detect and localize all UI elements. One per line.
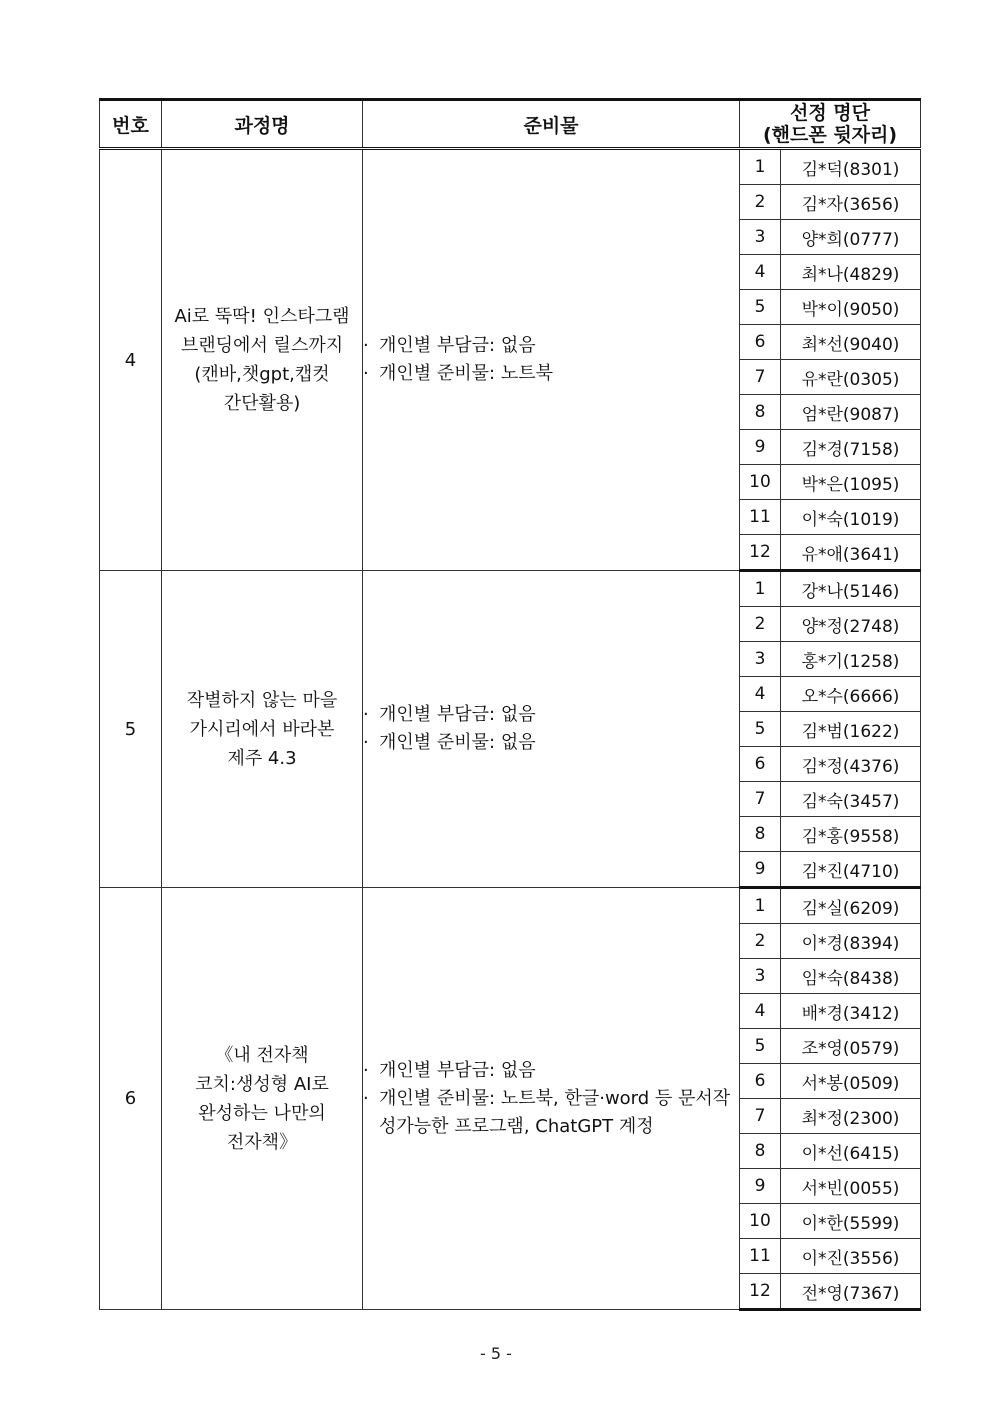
selected-index: 10	[740, 465, 781, 500]
bullet-icon: ·	[363, 732, 369, 753]
table-row	[100, 571, 921, 607]
course-number: 5	[100, 571, 162, 888]
table-row	[100, 149, 921, 185]
selected-index: 3	[740, 220, 781, 255]
selected-index: 4	[740, 994, 781, 1029]
selected-index: 7	[740, 782, 781, 817]
selected-name: 양*정(2748)	[781, 607, 921, 642]
course-name	[162, 149, 363, 571]
prep-item-text: 개인별 부담금: 없음	[379, 335, 536, 356]
selected-name: 유*란(0305)	[781, 360, 921, 395]
selected-name: 홍*기(1258)	[781, 642, 921, 677]
selected-index: 3	[740, 959, 781, 994]
selected-index: 11	[740, 1239, 781, 1274]
selected-index: 7	[740, 1099, 781, 1134]
course-name-line: Ai로 뚝딱! 인스타그램	[174, 306, 350, 327]
prep-item-text: 개인별 부담금: 없음	[379, 704, 536, 725]
course-name-line: 브랜딩에서 릴스까지	[180, 335, 344, 356]
prep-item-text: 개인별 준비물: 노트북	[379, 363, 553, 384]
page-number: - 5 -	[480, 1344, 512, 1363]
selected-name: 이*숙(1019)	[781, 500, 921, 535]
selected-name: 이*경(8394)	[781, 924, 921, 959]
selected-index: 8	[740, 817, 781, 852]
selected-name: 전*영(7367)	[781, 1274, 921, 1310]
table-row	[100, 888, 921, 924]
course-name-line: 제주 4.3	[227, 747, 297, 769]
selected-index: 1	[740, 571, 781, 607]
header-selection	[740, 100, 921, 149]
header-course: 과정명	[162, 100, 363, 149]
bullet-icon: ·	[363, 335, 369, 356]
header-selection-line2: (핸드폰 뒷자리)	[762, 124, 898, 146]
selected-index: 2	[740, 607, 781, 642]
selected-name: 박*이(9050)	[781, 290, 921, 325]
prep-item	[363, 701, 739, 729]
selected-name: 서*빈(0055)	[781, 1169, 921, 1204]
prep-item-text: 개인별 준비물: 노트북, 한글·word 등 문서작성가능한 프로그램, ChatGPT 계정	[379, 1087, 731, 1137]
prep-item-text: 개인별 준비물: 없음	[379, 732, 536, 753]
course-name-line: 작별하지 않는 마을	[186, 689, 338, 711]
prep-item	[363, 360, 739, 388]
bullet-icon: ·	[363, 1087, 369, 1109]
selected-index: 2	[740, 185, 781, 220]
header-prep: 준비물	[363, 100, 740, 149]
selected-index: 4	[740, 677, 781, 712]
prep-items	[363, 571, 740, 888]
selected-name: 이*한(5599)	[781, 1204, 921, 1239]
selected-name: 김*진(4710)	[781, 852, 921, 888]
course-name-line: 간단활용)	[223, 393, 301, 414]
selected-index: 7	[740, 360, 781, 395]
header-number: 번호	[100, 100, 162, 149]
course-name-line: 《내 전자책	[215, 1044, 309, 1066]
selected-name: 최*선(9040)	[781, 325, 921, 360]
selected-index: 12	[740, 535, 781, 571]
bullet-icon: ·	[363, 1059, 369, 1081]
selected-index: 12	[740, 1274, 781, 1310]
selected-index: 6	[740, 325, 781, 360]
selected-index: 9	[740, 1169, 781, 1204]
header-selection-line1: 선정 명단	[789, 102, 871, 124]
selected-index: 8	[740, 395, 781, 430]
selected-name: 김*자(3656)	[781, 185, 921, 220]
selected-index: 6	[740, 1064, 781, 1099]
table-body	[100, 149, 921, 1310]
selected-name: 김*홍(9558)	[781, 817, 921, 852]
selected-name: 강*나(5146)	[781, 571, 921, 607]
selected-name: 조*영(0579)	[781, 1029, 921, 1064]
selected-index: 3	[740, 642, 781, 677]
selected-index: 4	[740, 255, 781, 290]
selected-name: 김*범(1622)	[781, 712, 921, 747]
course-name-line: 완성하는 나만의	[198, 1102, 326, 1124]
selection-table	[99, 98, 921, 1311]
selected-name: 김*정(4376)	[781, 747, 921, 782]
prep-item	[363, 729, 739, 757]
prep-items	[363, 888, 740, 1310]
selected-name: 배*경(3412)	[781, 994, 921, 1029]
course-name-line: 가시리에서 바라본	[189, 718, 335, 740]
selected-index: 5	[740, 712, 781, 747]
bullet-icon: ·	[363, 704, 369, 725]
selected-name: 최*정(2300)	[781, 1099, 921, 1134]
selected-name: 엄*란(9087)	[781, 395, 921, 430]
course-name-line: 전자책》	[226, 1131, 298, 1153]
course-number: 4	[100, 149, 162, 571]
selected-name: 김*경(7158)	[781, 430, 921, 465]
prep-items	[363, 149, 740, 571]
bullet-icon: ·	[363, 363, 369, 384]
header-row	[100, 100, 921, 149]
selected-name: 양*희(0777)	[781, 220, 921, 255]
selected-index: 5	[740, 1029, 781, 1064]
selected-name: 이*선(6415)	[781, 1134, 921, 1169]
selected-index: 1	[740, 888, 781, 924]
selected-name: 박*은(1095)	[781, 465, 921, 500]
course-number: 6	[100, 888, 162, 1310]
selected-index: 9	[740, 430, 781, 465]
prep-item	[363, 1085, 739, 1141]
selected-index: 9	[740, 852, 781, 888]
prep-item	[363, 1057, 739, 1085]
selected-index: 2	[740, 924, 781, 959]
course-name	[162, 571, 363, 888]
prep-item-text: 개인별 부담금: 없음	[379, 1059, 536, 1081]
selected-index: 6	[740, 747, 781, 782]
selected-name: 김*실(6209)	[781, 888, 921, 924]
course-name	[162, 888, 363, 1310]
selected-index: 10	[740, 1204, 781, 1239]
selected-index: 11	[740, 500, 781, 535]
selected-name: 임*숙(8438)	[781, 959, 921, 994]
prep-item	[363, 332, 739, 360]
selected-name: 서*봉(0509)	[781, 1064, 921, 1099]
selected-name: 김*덕(8301)	[781, 149, 921, 185]
selected-name: 유*애(3641)	[781, 535, 921, 571]
course-name-line: 코치:생성형 AI로	[195, 1073, 329, 1095]
selected-index: 8	[740, 1134, 781, 1169]
selected-name: 최*나(4829)	[781, 255, 921, 290]
selected-name: 오*수(6666)	[781, 677, 921, 712]
selected-index: 5	[740, 290, 781, 325]
selected-name: 이*진(3556)	[781, 1239, 921, 1274]
course-name-line: (캔바,챗gpt,캡컷	[194, 364, 330, 385]
selected-name: 김*숙(3457)	[781, 782, 921, 817]
selected-index: 1	[740, 149, 781, 185]
